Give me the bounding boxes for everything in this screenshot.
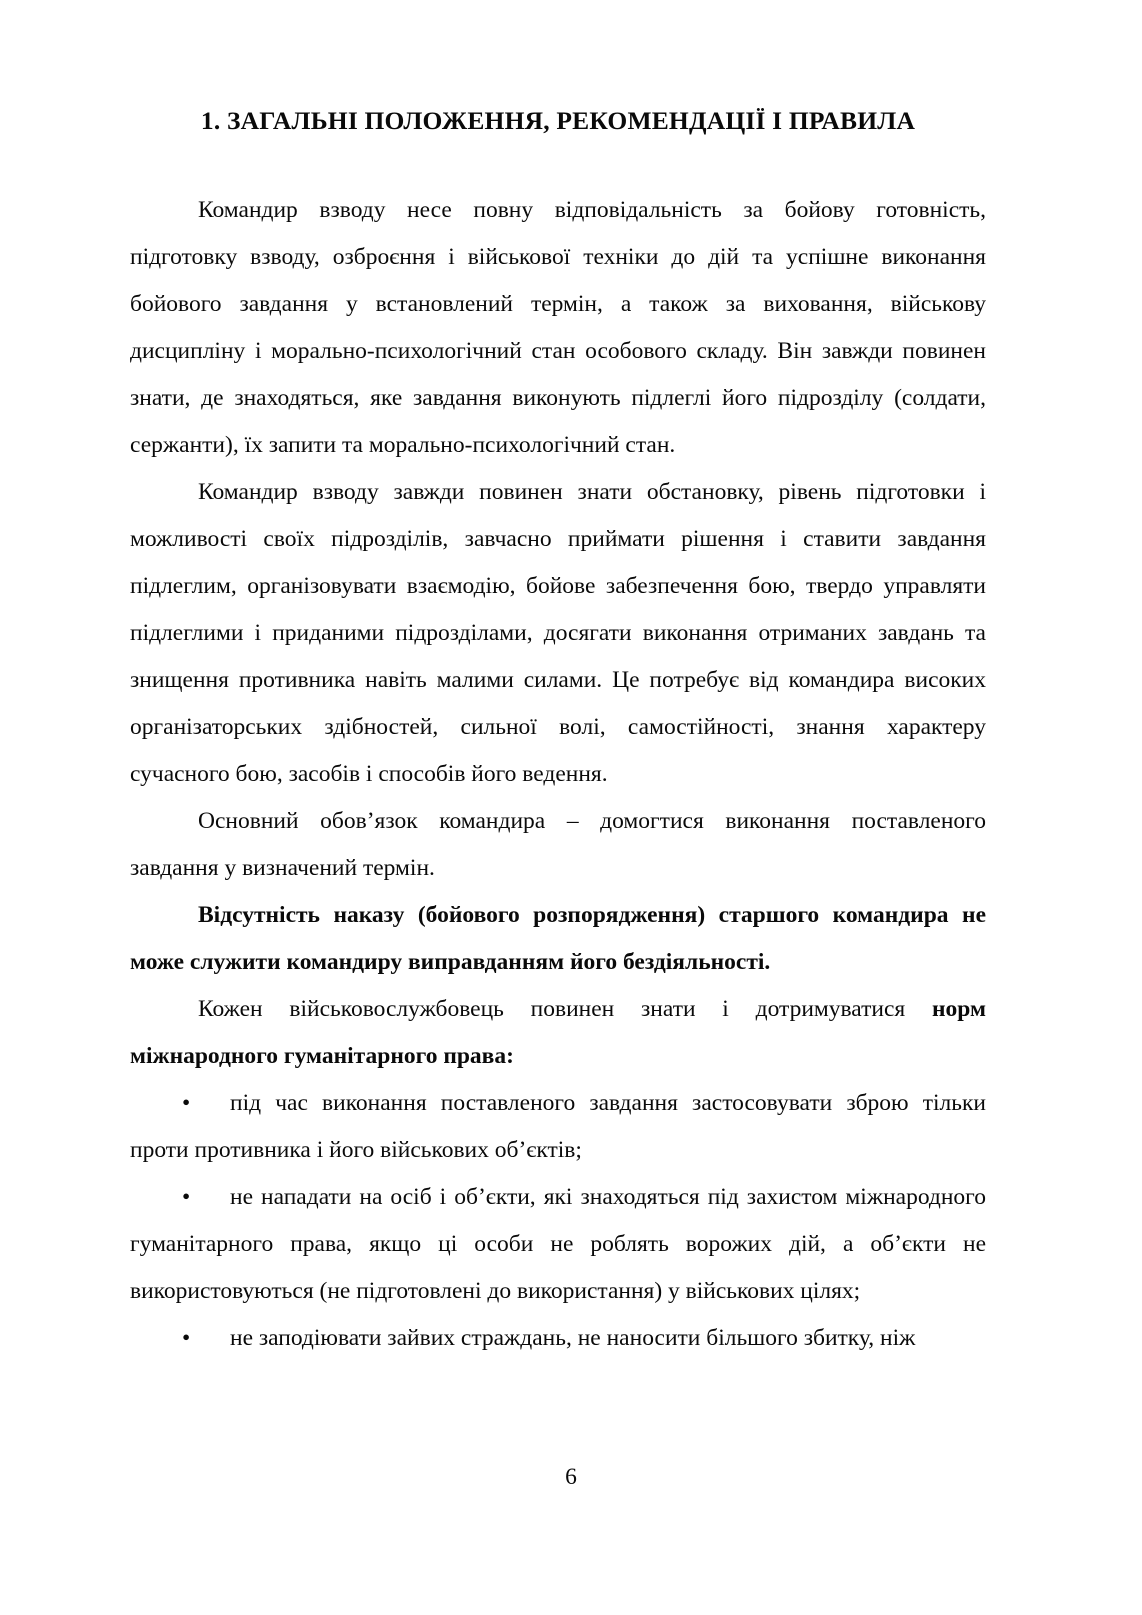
paragraph-ihl-lead [130,986,986,1080]
paragraph-main-duty: Основний обов’язок командира – домогтися виконання поставленого завдання у визначений термін. [130,808,986,882]
list-item-text: під час виконання поставленого завдання застосовувати зброю тільки проти противника і його військових об’єктів; [130,1090,986,1164]
list-item [130,1174,986,1315]
list-item [130,1080,986,1174]
bullet-point-icon: • [182,1184,191,1211]
ihl-lead-normal: Кожен військовослужбовець повинен знати і дотримуватися [198,996,932,1023]
paragraph-responsibilities: Командир взводу несе повну відповідальність за бойову готовність, підготовку взводу, озброєння і військової техніки до дій та успішне виконання бойового завдання у встановлений термін, а також за виховання, військову дисципліну і морально-психологічний стан особового складу. Він завжди повинен знати, де знаходяться, яке завдання виконують підлеглі його підрозділу (солдати, сержанти), їх запити та морально-психологічний стан. [130,197,986,459]
ihl-lead-bold: норм міжнародного гуманітарного права: [130,996,986,1070]
paragraph-no-order-notice: Відсутність наказу (бойового розпорядження) старшого командира не може служити командиру виправданням його бездіяльності. [130,902,986,976]
page-title: 1. ЗАГАЛЬНІ ПОЛОЖЕННЯ, РЕКОМЕНДАЦІЇ І ПРАВИЛА [200,106,916,135]
paragraph-situational-awareness: Командир взводу завжди повинен знати обстановку, рівень підготовки і можливості своїх підрозділів, завчасно приймати рішення і ставити завдання підлеглим, організовувати взаємодію, бойове забезпечення бою, твердо управляти підлеглими і приданими підрозділами, досягати виконання отриманих завдань та знищення противника навіть малими силами. Це потребує від командира високих організаторських здібностей, сильної волі, самостійності, знання характеру сучасного бою, засобів і способів його ведення. [130,479,986,788]
bullet-point-icon: • [182,1325,191,1352]
list-item-text: не заподіювати зайвих страждань, не наносити більшого збитку, ніж [230,1325,916,1352]
list-item-text: не нападати на осіб і об’єкти, які знаходяться під захистом міжнародного гуманітарного права, якщо ці особи не роблять ворожих дій, а об’єкти не використовуються (не підготовлені до використання) у військових цілях; [130,1184,986,1305]
page-number: 6 [565,1464,577,1490]
bullet-point-icon: • [182,1090,191,1117]
page-content [130,104,986,1362]
ihl-rules-list [130,1080,986,1362]
list-item [130,1315,986,1362]
